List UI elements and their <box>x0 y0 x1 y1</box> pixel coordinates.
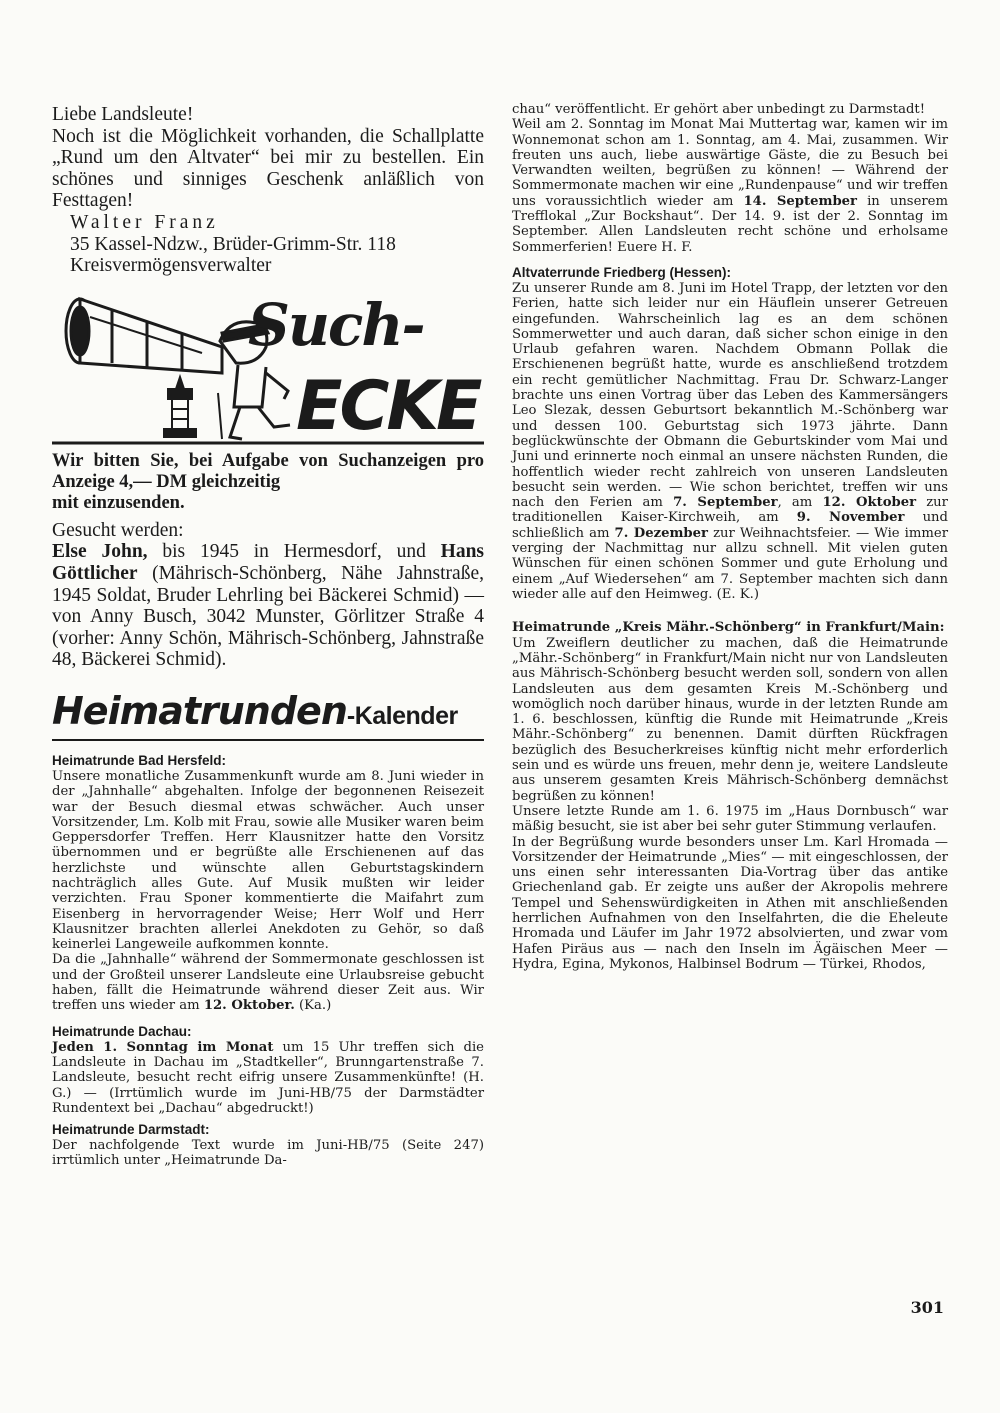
friedberg-b2: 12. Oktober <box>822 495 917 511</box>
darmstadt-text: Der nachfolgende Text wurde im Juni-HB/75 (Seite 247) irrtümlich unter „Heimatrunde Da- <box>52 1138 484 1169</box>
darmstadt-cont-2 <box>512 117 948 255</box>
dachau-body: um 15 Uhr treffen sich die Landsleute in Dachau im „Stadtkeller“, Brunngartenstraße 7. Landsleute, besucht recht eifrig unsere Zusammenkünfte! (H. G.) — (Irrtümlich wurde im Juni-HB/75 der Darmstädter Rundentext bei „Dachau“ abgedruckt!) <box>52 1039 484 1116</box>
search-text-2: (Mährisch-Schönberg, Nähe Jahnstraße, 1945 Soldat, Bruder Lehrling bei Bäckerei Schmid) — von Anny Busch, 3042 Munster, Görlitzer Straße 4 (vorher: Anny Schön, Mährisch-Schönberg, Jahnstraße 48, Bäckerei Schmid). <box>52 562 484 671</box>
schoenberg-p1: Um Zweiflern deutlicher zu machen, daß die Heimatrunde „Mähr.-Schönberg“ in Frankfurt/Main nicht nur von Landsleuten aus Mährisch-Schönberg besucht werden soll, sondern von allen Landsleuten aus dem gesamten Kreis M.-Schönberg und womöglich noch darüber hinaus, wurde in der letzten Runde am 1. 6. beschlossen, künftig die Runde mit Heimatrunde „Kreis Mähr.-Schönberg“ zu benennen. Damit dürften Rückfragen bezüglich des Besucherkreises künftig nicht mehr erforderlich sein und es würde uns freuen, mehr denn je, weitere Landsleute aus unserem gesamten Kreis Mährisch-Schönberg demnächst begrüßen zu können! <box>512 635 948 804</box>
calendar-title-suffix: -Kalender <box>346 701 458 730</box>
schoenberg-p3: In der Begrüßung wurde besonders unser Lm. Karl Hromada — Vorsitzender der Heimatrunde „Mies“ — mit eingeschlossen, der uns einen sehr interessanten Dia-Vortrag über das antike Griechenland gab. Er zeigte uns außer der Akropolis mehrere Tempel und Sehenswürdigkeiten in Athen mit anschließenden herrlichen Aufnahmen von den Inselfahrten, die die Eheleute Hromada und Läufer im Jahr 1972 absolvierten, und zwar vom Hafen Piräus aus — nach den Inseln im Ägäischen Meer — Hydra, Egina, Mykonos, Halbinsel Bodrum — Türkei, Rhodos, <box>512 834 948 972</box>
darmstadt-cont-2-start: Weil am 2. Sonntag im Monat Mai Muttertag war, kamen wir im Wonnemonat schon am 1. Sonntag, am 4. Mai, zusammen. Wir freuten uns auch, liebe auswärtige Gäste, die zu Besuch bei Verwandten weilten, begrüßen zu können! — Während der Sommermonate machen wir eine „Rundenpause“ und wir treffen uns voraussichtlich wieder am <box>512 117 948 209</box>
search-name-1: Else John, <box>52 541 148 563</box>
search-intro: Gesucht werden: <box>52 519 184 541</box>
signature-name: Walter Franz <box>70 211 219 233</box>
friedberg-t1: Zu unserer Runde am 8. Juni im Hotel Trapp, der letzten vor den Ferien, hatte sich leider nur ein Häuflein unserer Getreuen eingefunden. Wahrscheinlich lag es an dem schönen Sommerwetter und auch daran, daß sicher schon einige in den Urlaub gefahren waren. Nachdem Obmann Pollak die Erschienenen begrüßt hatte, wurde es anschließend trotzdem ein recht gemütlicher Nachmittag. Frau Dr. Schwarz-Langer brachte uns einen Vortrag über das Leben des Kammersängers Leo Slezak, dessen Geburtsort bekanntlich M.-Schönberg war und dessen 100. Geburtstag sich 1973 jährte. Dann beglückwünschte der Obmann die Geburtskinder vom Mai und Juni und erinnerte noch einmal an unsere nächsten Runden, die hoffentlich wieder recht zahlreich von unseren Landsleuten besucht sein werden. — Wie schon berichtet, treffen wir uns nach den Ferien am <box>512 280 948 511</box>
page-number: 301 <box>910 1298 944 1317</box>
friedberg-b1: 7. September <box>673 495 778 511</box>
notice-text-last: mit einzusenden. <box>52 492 185 513</box>
calendar-title <box>52 689 484 741</box>
friedberg-text <box>512 281 948 602</box>
calendar-title-main: Heimatrunden <box>52 688 347 733</box>
search-entry <box>52 541 484 671</box>
dachau-heading: Heimatrunde Dachau: <box>52 1023 192 1039</box>
schoenberg-p2: Unsere letzte Runde am 1. 6. 1975 im „Haus Dornbusch“ war mäßig besucht, sie ist aber bei sehr guter Stimmung verlaufen. <box>512 803 948 835</box>
left-column <box>52 104 484 1169</box>
darmstadt-heading: Heimatrunde Darmstadt: <box>52 1122 210 1138</box>
friedberg-b3: 9. November <box>796 510 905 526</box>
signature-role: Kreisvermögensverwalter <box>70 255 272 277</box>
search-text-1: bis 1945 in Hermesdorf, und <box>147 541 441 563</box>
logo-script-text: Such- <box>248 290 424 359</box>
search-name-2: Hans Göttlicher <box>52 541 485 584</box>
friedberg-b4: 7. Dezember <box>614 525 708 541</box>
hersfeld-text-2 <box>52 952 484 1013</box>
hersfeld-heading: Heimatrunde Bad Hersfeld: <box>52 752 227 768</box>
signature-block <box>52 212 484 277</box>
dachau-text <box>52 1040 484 1116</box>
right-column <box>512 102 948 972</box>
signature-address: 35 Kassel-Ndzw., Brüder-Grimm-Str. 118 <box>70 233 396 255</box>
schoenberg-heading: Heimatrunde „Kreis Mähr.-Schönberg“ in Frankfurt/Main: <box>512 620 945 636</box>
friedberg-heading: Altvaterrunde Friedberg (Hessen): <box>512 264 732 280</box>
telescope-man-illustration <box>52 289 484 445</box>
intro-text: Noch ist die Möglichkeit vorhanden, die Schallplatte „Rund um den Altvater“ bei mir zu bestellen. Ein schönes und sinniges Geschenk anläßlich von Festtagen! <box>52 125 484 212</box>
hersfeld-text-1: Unsere monatliche Zusammenkunft wurde am 8. Juni wieder in der „Jahnhalle“ abgehalten. Infolge der begonnenen Reisezeit war der Besuch diesmal etwas schwächer. Auch unser Vorsitzender, Lm. Kolb mit Frau, sowie alle Musiker waren beim Geppersdorfer Treffen. Herr Klausnitzer hatte den Vorsitz übernommen und er begrüßte alle Erschienenen auf das herzlichste und wünschte allen Geburtstagskindern nachträglich alles Gute. Auf Musik mußten wir leider verzichten. Frau Sponer kommentierte die Maifahrt zum Eisenberg in hervorragender Weise; Herr Wolf und Herr Klausnitzer brachten allerlei Anekdoten zu Gehör, so daß keinerlei Langeweile aufkommen konnte. <box>52 768 484 953</box>
notice-text: Wir bitten Sie, bei Aufgabe von Suchanzeigen pro Anzeige 4,— DM gleichzeitig <box>52 450 484 492</box>
friedberg-t2: , am <box>777 495 823 511</box>
friedberg-t4: und schließlich am <box>512 510 948 541</box>
hersfeld-date: 12. Oktober. <box>203 998 295 1014</box>
such-ecke-logo <box>52 289 484 445</box>
darmstadt-cont-2-end: in unserem Trefflokal „Zur Bockshaut“. Der 14. 9. ist der 2. Sonntag im September. Allen Landsleuten recht schöne und erholsame Sommerferien! Euere H. F. <box>512 193 948 255</box>
greeting: Liebe Landsleute! <box>52 104 194 125</box>
darmstadt-cont-1: chau“ veröffentlicht. Er gehört aber unbedingt zu Darmstadt! <box>512 102 925 117</box>
friedberg-t3: zur traditionellen Kaiser-Kirchweih, am <box>512 495 948 526</box>
logo-block-text: ECKE <box>296 366 480 445</box>
hersfeld-text-2-start: Da die „Jahnhalle“ während der Sommermonate geschlossen ist und der Großteil unserer Landsleute eine Urlaubsreise gebucht haben, fällt die Heimatrunde während dieser Zeit aus. Wir treffen uns wieder am <box>52 952 484 1014</box>
friedberg-t5: zur Weihnachtsfeier. — Wie immer verging der Nachmittag nur allzu schnell. Mit vielen guten Wünschen für einen schönen Sommer und gute Erholung und einem „Auf Wiedersehen“ am 7. September machten sich dann wieder alle auf den Heimweg. (E. K.) <box>512 525 949 602</box>
dachau-bold: Jeden 1. Sonntag im Monat <box>52 1039 274 1055</box>
darmstadt-date: 14. September <box>743 193 858 209</box>
hersfeld-text-2-end: (Ka.) <box>294 998 332 1014</box>
